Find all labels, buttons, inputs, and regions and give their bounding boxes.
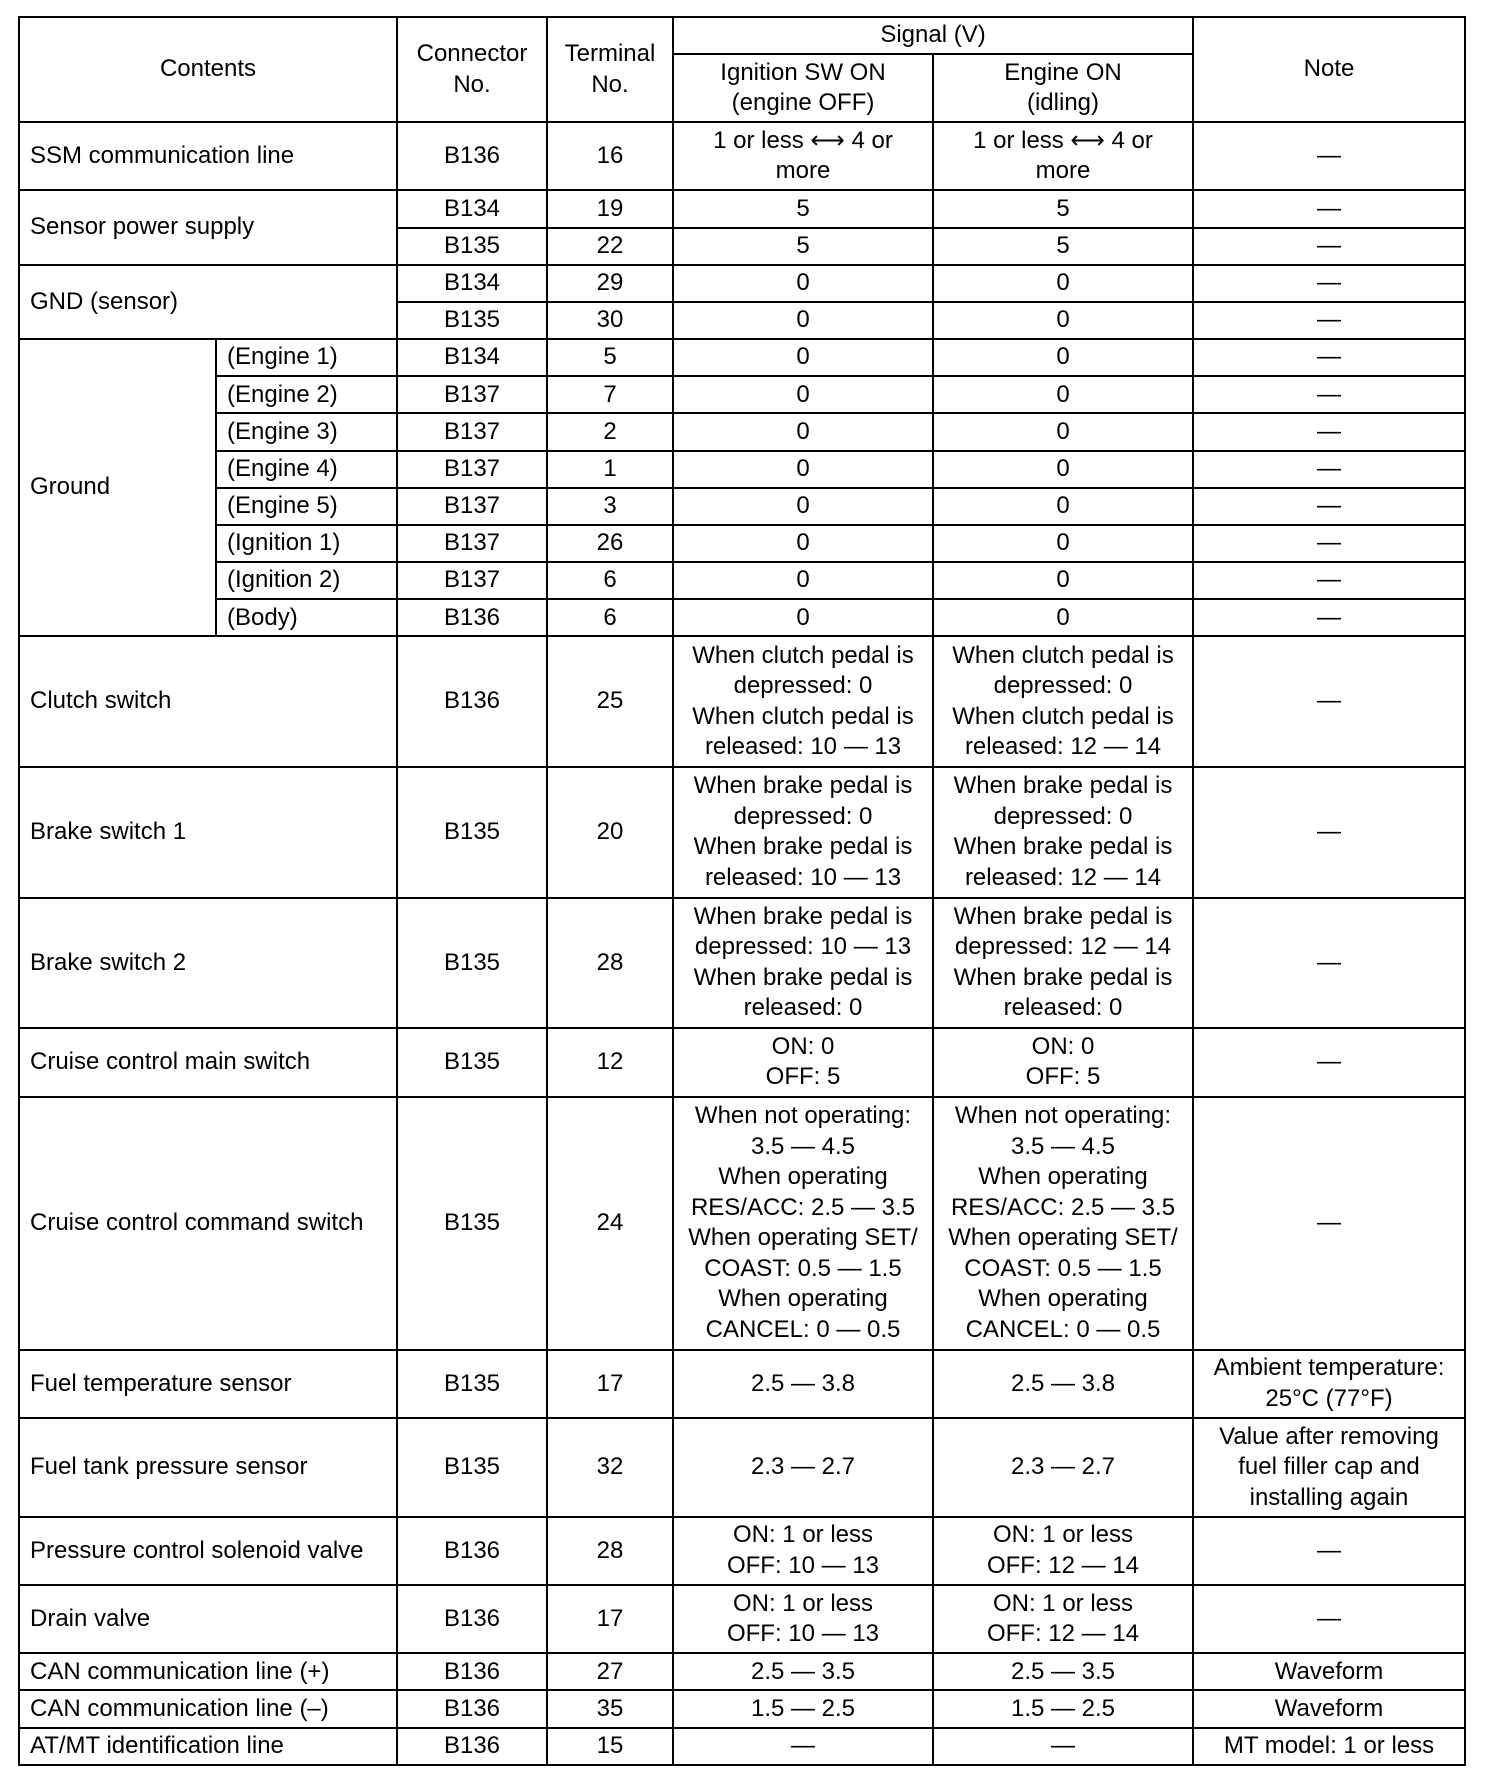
note-cell: —	[1193, 1517, 1465, 1585]
table-row	[19, 525, 1465, 562]
contents-cell: Drain valve	[19, 1585, 397, 1653]
table-row	[19, 265, 1465, 302]
header-signal: Signal (V)	[673, 17, 1193, 54]
contents-cell: Ground	[19, 339, 216, 636]
engine-signal-cell: 5	[933, 228, 1193, 265]
table-row	[19, 1517, 1465, 1585]
note-cell: —	[1193, 413, 1465, 450]
ignition-signal-cell: —	[673, 1728, 933, 1765]
terminal-cell: 26	[547, 525, 673, 562]
header-ignition: Ignition SW ON (engine OFF)	[673, 54, 933, 122]
contents-cell: Pressure control solenoid valve	[19, 1517, 397, 1585]
ignition-signal-cell: 5	[673, 228, 933, 265]
note-cell: —	[1193, 636, 1465, 767]
note-cell: —	[1193, 376, 1465, 413]
note-cell: —	[1193, 302, 1465, 339]
table-row	[19, 898, 1465, 1029]
note-cell: Ambient temperature: 25°C (77°F)	[1193, 1350, 1465, 1418]
sub-contents-cell: (Ignition 2)	[216, 562, 397, 599]
ignition-signal-cell: ON: 1 or less OFF: 10 — 13	[673, 1517, 933, 1585]
terminal-cell: 28	[547, 898, 673, 1029]
note-cell: —	[1193, 898, 1465, 1029]
contents-cell: CAN communication line (–)	[19, 1690, 397, 1727]
engine-signal-cell: —	[933, 1728, 1193, 1765]
terminal-cell: 35	[547, 1690, 673, 1727]
ignition-signal-cell: When clutch pedal is depressed: 0 When clutch pedal is released: 10 — 13	[673, 636, 933, 767]
note-cell: —	[1193, 265, 1465, 302]
note-cell: —	[1193, 767, 1465, 898]
table-row	[19, 1418, 1465, 1516]
ignition-signal-cell: 5	[673, 190, 933, 227]
terminal-cell: 17	[547, 1350, 673, 1418]
terminal-cell: 3	[547, 488, 673, 525]
sub-contents-cell: (Body)	[216, 599, 397, 636]
connector-cell: B135	[397, 1350, 547, 1418]
connector-cell: B136	[397, 1728, 547, 1765]
terminal-cell: 16	[547, 122, 673, 190]
table-row	[19, 488, 1465, 525]
note-cell: —	[1193, 525, 1465, 562]
note-cell: —	[1193, 562, 1465, 599]
header-contents: Contents	[19, 17, 397, 122]
note-cell: —	[1193, 1585, 1465, 1653]
engine-signal-cell: 0	[933, 376, 1193, 413]
connector-cell: B135	[397, 1097, 547, 1350]
signal-table	[18, 16, 1466, 1766]
connector-cell: B136	[397, 122, 547, 190]
ignition-signal-cell: 2.5 — 3.5	[673, 1653, 933, 1690]
engine-signal-cell: 0	[933, 451, 1193, 488]
engine-signal-cell: 0	[933, 525, 1193, 562]
connector-cell: B136	[397, 1690, 547, 1727]
terminal-cell: 15	[547, 1728, 673, 1765]
connector-cell: B137	[397, 413, 547, 450]
note-cell: Value after removing fuel filler cap and installing again	[1193, 1418, 1465, 1516]
note-cell: —	[1193, 451, 1465, 488]
connector-cell: B135	[397, 898, 547, 1029]
ignition-signal-cell: 0	[673, 302, 933, 339]
terminal-cell: 6	[547, 562, 673, 599]
contents-cell: Clutch switch	[19, 636, 397, 767]
note-cell: Waveform	[1193, 1653, 1465, 1690]
terminal-cell: 22	[547, 228, 673, 265]
terminal-cell: 32	[547, 1418, 673, 1516]
connector-cell: B134	[397, 265, 547, 302]
terminal-cell: 12	[547, 1028, 673, 1096]
terminal-cell: 1	[547, 451, 673, 488]
terminal-cell: 29	[547, 265, 673, 302]
table-row	[19, 413, 1465, 450]
table-row	[19, 599, 1465, 636]
contents-cell: Cruise control main switch	[19, 1028, 397, 1096]
ignition-signal-cell: 0	[673, 599, 933, 636]
note-cell: Waveform	[1193, 1690, 1465, 1727]
header-note: Note	[1193, 17, 1465, 122]
ignition-signal-cell: 1 or less ⟷ 4 or more	[673, 122, 933, 190]
engine-signal-cell: 0	[933, 488, 1193, 525]
table-row	[19, 767, 1465, 898]
engine-signal-cell: When not operating: 3.5 — 4.5 When operating RES/ACC: 2.5 — 3.5 When operating SET/ COAST: 0.5 — 1.5 When operating CANCEL: 0 — 0.5	[933, 1097, 1193, 1350]
note-cell: —	[1193, 228, 1465, 265]
ignition-signal-cell: 0	[673, 488, 933, 525]
table-row	[19, 451, 1465, 488]
engine-signal-cell: 2.3 — 2.7	[933, 1418, 1193, 1516]
sub-contents-cell: (Engine 4)	[216, 451, 397, 488]
contents-cell: AT/MT identification line	[19, 1728, 397, 1765]
engine-signal-cell: 2.5 — 3.8	[933, 1350, 1193, 1418]
connector-cell: B137	[397, 525, 547, 562]
engine-signal-cell: 0	[933, 599, 1193, 636]
engine-signal-cell: 1.5 — 2.5	[933, 1690, 1193, 1727]
contents-cell: Fuel temperature sensor	[19, 1350, 397, 1418]
table-row	[19, 562, 1465, 599]
terminal-cell: 7	[547, 376, 673, 413]
ignition-signal-cell: ON: 1 or less OFF: 10 — 13	[673, 1585, 933, 1653]
table-row	[19, 1585, 1465, 1653]
connector-cell: B137	[397, 488, 547, 525]
engine-signal-cell: When brake pedal is depressed: 12 — 14 When brake pedal is released: 0	[933, 898, 1193, 1029]
header-connector: Connector No.	[397, 17, 547, 122]
engine-signal-cell: ON: 0 OFF: 5	[933, 1028, 1193, 1096]
note-cell: —	[1193, 599, 1465, 636]
contents-cell: CAN communication line (+)	[19, 1653, 397, 1690]
contents-cell: Brake switch 1	[19, 767, 397, 898]
engine-signal-cell: When clutch pedal is depressed: 0 When clutch pedal is released: 12 — 14	[933, 636, 1193, 767]
table-row	[19, 636, 1465, 767]
contents-cell: Brake switch 2	[19, 898, 397, 1029]
terminal-cell: 17	[547, 1585, 673, 1653]
contents-cell: Cruise control command switch	[19, 1097, 397, 1350]
connector-cell: B136	[397, 636, 547, 767]
contents-cell: GND (sensor)	[19, 265, 397, 339]
ignition-signal-cell: 0	[673, 413, 933, 450]
ignition-signal-cell: 2.5 — 3.8	[673, 1350, 933, 1418]
connector-cell: B136	[397, 599, 547, 636]
terminal-cell: 6	[547, 599, 673, 636]
table-row	[19, 1653, 1465, 1690]
engine-signal-cell: 5	[933, 190, 1193, 227]
note-cell: —	[1193, 339, 1465, 376]
connector-cell: B136	[397, 1517, 547, 1585]
ignition-signal-cell: 0	[673, 525, 933, 562]
note-cell: —	[1193, 122, 1465, 190]
table-row	[19, 1028, 1465, 1096]
header-engine: Engine ON (idling)	[933, 54, 1193, 122]
sub-contents-cell: (Engine 5)	[216, 488, 397, 525]
note-cell: —	[1193, 1097, 1465, 1350]
ignition-signal-cell: ON: 0 OFF: 5	[673, 1028, 933, 1096]
terminal-cell: 19	[547, 190, 673, 227]
terminal-cell: 28	[547, 1517, 673, 1585]
table-row	[19, 1728, 1465, 1765]
ignition-signal-cell: When brake pedal is depressed: 0 When brake pedal is released: 10 — 13	[673, 767, 933, 898]
connector-cell: B137	[397, 451, 547, 488]
table-row	[19, 1350, 1465, 1418]
engine-signal-cell: 2.5 — 3.5	[933, 1653, 1193, 1690]
terminal-cell: 27	[547, 1653, 673, 1690]
terminal-cell: 25	[547, 636, 673, 767]
note-cell: —	[1193, 488, 1465, 525]
connector-cell: B134	[397, 190, 547, 227]
connector-cell: B136	[397, 1653, 547, 1690]
terminal-cell: 30	[547, 302, 673, 339]
connector-cell: B135	[397, 228, 547, 265]
ignition-signal-cell: 1.5 — 2.5	[673, 1690, 933, 1727]
ignition-signal-cell: 0	[673, 339, 933, 376]
note-cell: —	[1193, 1028, 1465, 1096]
engine-signal-cell: 1 or less ⟷ 4 or more	[933, 122, 1193, 190]
table-body	[19, 122, 1465, 1765]
connector-cell: B135	[397, 1418, 547, 1516]
table-row	[19, 190, 1465, 227]
header-terminal: Terminal No.	[547, 17, 673, 122]
ignition-signal-cell: 0	[673, 562, 933, 599]
ignition-signal-cell: 0	[673, 265, 933, 302]
connector-cell: B135	[397, 767, 547, 898]
terminal-cell: 20	[547, 767, 673, 898]
engine-signal-cell: 0	[933, 265, 1193, 302]
connector-cell: B137	[397, 562, 547, 599]
terminal-cell: 5	[547, 339, 673, 376]
sub-contents-cell: (Engine 3)	[216, 413, 397, 450]
table-row	[19, 1097, 1465, 1350]
terminal-cell: 24	[547, 1097, 673, 1350]
engine-signal-cell: ON: 1 or less OFF: 12 — 14	[933, 1517, 1193, 1585]
connector-cell: B137	[397, 376, 547, 413]
engine-signal-cell: 0	[933, 302, 1193, 339]
terminal-cell: 2	[547, 413, 673, 450]
contents-cell: SSM communication line	[19, 122, 397, 190]
table-row	[19, 339, 1465, 376]
table-row	[19, 376, 1465, 413]
connector-cell: B135	[397, 1028, 547, 1096]
connector-cell: B134	[397, 339, 547, 376]
ignition-signal-cell: 2.3 — 2.7	[673, 1418, 933, 1516]
note-cell: —	[1193, 190, 1465, 227]
note-cell: MT model: 1 or less	[1193, 1728, 1465, 1765]
sub-contents-cell: (Engine 2)	[216, 376, 397, 413]
ignition-signal-cell: 0	[673, 376, 933, 413]
contents-cell: Fuel tank pressure sensor	[19, 1418, 397, 1516]
connector-cell: B135	[397, 302, 547, 339]
engine-signal-cell: 0	[933, 413, 1193, 450]
connector-cell: B136	[397, 1585, 547, 1653]
sub-contents-cell: (Engine 1)	[216, 339, 397, 376]
sub-contents-cell: (Ignition 1)	[216, 525, 397, 562]
ignition-signal-cell: When brake pedal is depressed: 10 — 13 When brake pedal is released: 0	[673, 898, 933, 1029]
table-row	[19, 122, 1465, 190]
ignition-signal-cell: When not operating: 3.5 — 4.5 When operating RES/ACC: 2.5 — 3.5 When operating SET/ COAST: 0.5 — 1.5 When operating CANCEL: 0 — 0.5	[673, 1097, 933, 1350]
ignition-signal-cell: 0	[673, 451, 933, 488]
engine-signal-cell: ON: 1 or less OFF: 12 — 14	[933, 1585, 1193, 1653]
engine-signal-cell: When brake pedal is depressed: 0 When brake pedal is released: 12 — 14	[933, 767, 1193, 898]
table-row	[19, 1690, 1465, 1727]
engine-signal-cell: 0	[933, 339, 1193, 376]
contents-cell: Sensor power supply	[19, 190, 397, 264]
engine-signal-cell: 0	[933, 562, 1193, 599]
